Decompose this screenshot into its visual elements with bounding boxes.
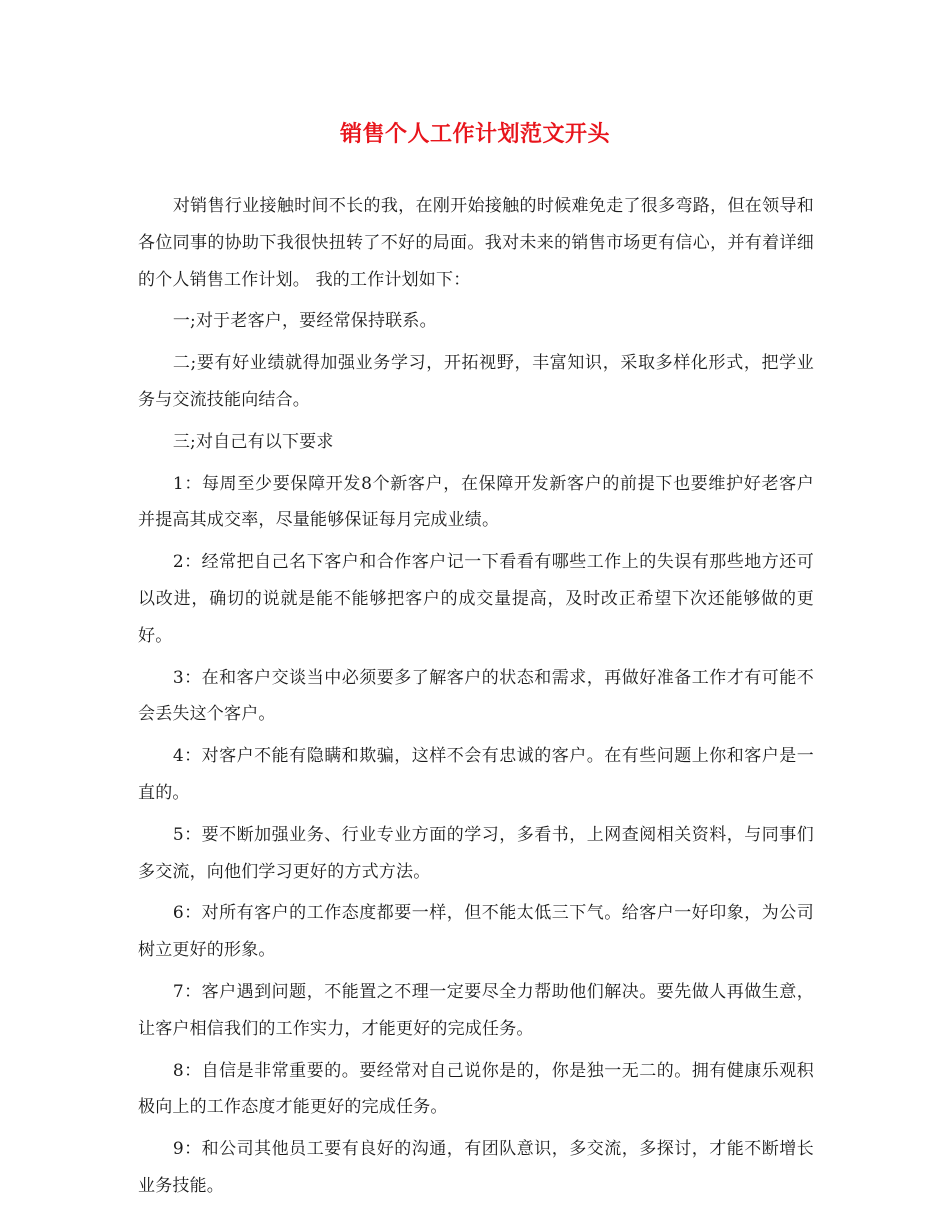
requirement-3: 3：在和客户交谈当中必须要多了解客户的状态和需求，再做好准备工作才有可能不会丢失这个客户。 xyxy=(138,667,814,725)
paragraph-item-3: 三;对自己有以下要求 xyxy=(172,431,334,452)
paragraph-intro: 对销售行业接触时间不长的我，在刚开始接触的时候难免走了很多弯路，但在领导和各位同事的协助下我很快扭转了不好的局面。我对未来的销售市场更有信心，并有着详细的个人销售工作计划。 我的工作计划如下： xyxy=(138,196,814,290)
document-title: 销售个人工作计划范文开头 xyxy=(339,122,610,147)
requirement-5: 5：要不断加强业务、行业专业方面的学习，多看书，上网查阅相关资料，与同事们多交流，向他们学习更好的方式方法。 xyxy=(138,824,814,882)
requirement-1: 1：每周至少要保障开发8个新客户，在保障开发新客户的前提下也要维护好老客户并提高其成交率，尽量能够保证每月完成业绩。 xyxy=(138,473,814,531)
document-body xyxy=(138,188,814,1210)
requirement-2: 2：经常把自己名下客户和合作客户记一下看看有哪些工作上的失误有那些地方还可以改进，确切的说就是能不能够把客户的成交量提高，及时改正希望下次还能够做的更好。 xyxy=(138,552,814,646)
paragraph-item-1: 一;对于老客户，要经常保持联系。 xyxy=(172,311,437,332)
requirement-8: 8：自信是非常重要的。要经常对自己说你是的，你是独一无二的。拥有健康乐观积极向上的工作态度才能更好的完成任务。 xyxy=(138,1060,814,1118)
requirement-7: 7：客户遇到问题，不能置之不理一定要尽全力帮助他们解决。要先做人再做生意，让客户相信我们的工作实力，才能更好的完成任务。 xyxy=(138,981,814,1039)
paragraph-item-2: 二;要有好业绩就得加强业务学习，开拓视野，丰富知识，采取多样化形式，把学业务与交流技能向结合。 xyxy=(138,353,814,410)
requirement-9: 9：和公司其他员工要有良好的沟通，有团队意识，多交流，多探讨，才能不断增长业务技能。 xyxy=(138,1139,814,1196)
requirement-4: 4：对客户不能有隐瞒和欺骗，这样不会有忠诚的客户。在有些问题上你和客户是一直的。 xyxy=(138,746,814,803)
requirement-6: 6：对所有客户的工作态度都要一样，但不能太低三下气。给客户一好印象，为公司树立更好的形象。 xyxy=(138,903,814,961)
